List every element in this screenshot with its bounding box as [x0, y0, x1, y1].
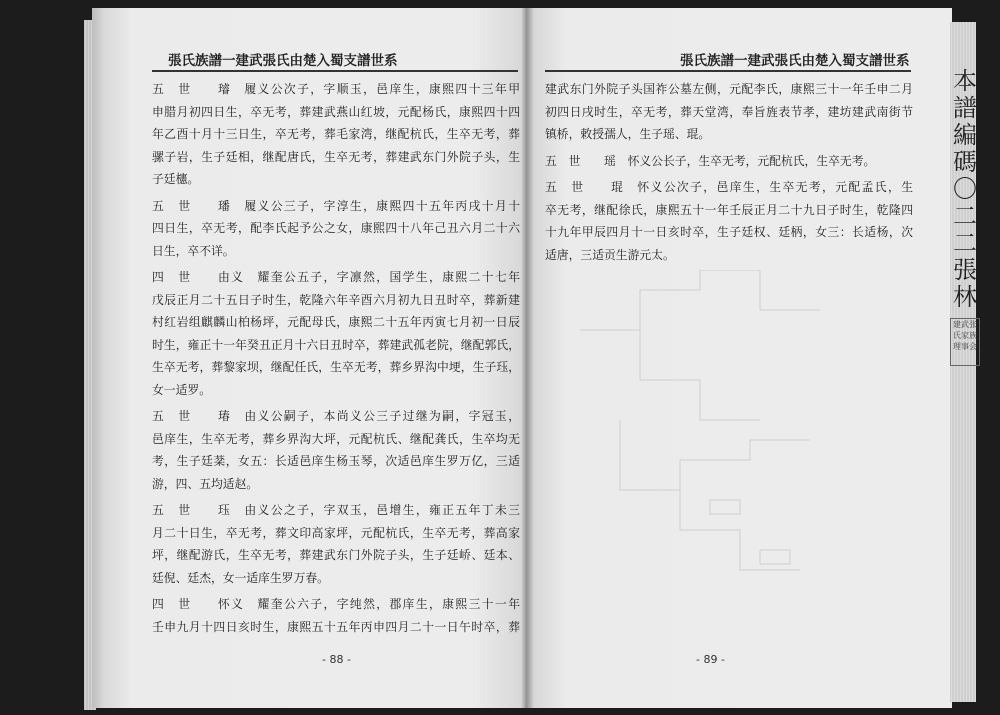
text-line: 申腊月初四日生，卒无考，葬建武燕山红坡，元配杨氏，康熙四十四	[152, 104, 520, 119]
text-line: 时生，雍正十一年癸丑正月十六日丑时卒，葬建武孤老院，继配郭氏，	[152, 337, 520, 352]
family-council-stamp: 建武张氏家族理事会	[950, 318, 980, 366]
text-line: 卒无考，继配徐氏，康熙五十一年壬辰正月二十九日子时生，乾隆四	[545, 202, 913, 217]
text-line: 考，生子廷棻，女五：长适邑庠生杨玉琴，次适邑庠生罗万亿，三适	[152, 454, 520, 468]
text-line: 五 世 珏 由义公之子，字双玉，邑增生，雍正五年丁未三	[152, 503, 520, 517]
text-line: 五 世 璠 履义公三子，字淳生，康熙四十五年丙戌十月十	[152, 198, 520, 213]
genealogy-entry	[545, 150, 913, 173]
page-number-right: - 89 -	[696, 653, 725, 666]
text-line: 坪，继配游氏，生卒无考，葬建武东门外院子头，生子廷峤、廷本、	[152, 548, 520, 562]
right-page-body	[545, 78, 913, 266]
text-line: 日生，卒不详。	[152, 243, 235, 258]
text-line: 四日生，卒无考，配李氏起予公之女，康熙四十八年己丑六月二十六	[152, 221, 520, 235]
text-line: 五 世 璿 履义公次子，字顺玉，邑庠生，康熙四十三年甲	[152, 82, 520, 96]
text-line: 月二十日生，卒无考，葬文印高家坪，元配杭氏，生卒无考，葬高家	[152, 525, 520, 540]
text-line: 壬申九月十四日亥时生，康熙五十五年丙申四月二十一日午时卒，葬	[152, 619, 520, 634]
genealogy-entry	[152, 195, 520, 263]
header-rule-left	[152, 70, 518, 72]
running-head-right: 張氏族譜一建武張氏由楚入蜀支譜世系	[680, 53, 910, 69]
text-line: 骡子岩，生子廷相，继配唐氏，生卒无考，葬建武东门外院子头，生	[152, 149, 520, 164]
genealogy-entry	[152, 266, 520, 401]
text-line: 镇桥，敕授孺人，生子瑶、琨。	[545, 127, 711, 141]
handwritten-catalog-number: 本譜編碼〇二二張林	[953, 67, 977, 311]
text-line: 适唐，三适贡生游元太。	[545, 247, 675, 262]
header-rule-right	[545, 70, 911, 72]
text-line: 廷倪、廷杰，女一适庠生罗万春。	[152, 570, 329, 585]
text-line: 建武东门外院子头国祚公墓左侧，元配李氏，康熙三十一年壬申二月	[545, 82, 913, 96]
genealogy-entry	[152, 593, 520, 638]
text-line: 村红岩组麒麟山柏杨坪，元配母氏，康熙二十五年丙寅七月初一日辰	[152, 315, 520, 329]
text-line: 十九年甲辰四月十一日亥时卒，生子廷权、廷柄，女三：长适杨，次	[545, 225, 913, 239]
left-page-body	[152, 78, 520, 638]
text-line: 子廷櫶。	[152, 172, 200, 186]
genealogy-entry	[545, 78, 913, 146]
text-line: 五 世 琨 怀义公次子，邑庠生，生卒无考，元配孟氏，生	[545, 180, 913, 194]
text-line: 游，四、五均适赵。	[152, 476, 259, 491]
text-line: 生卒无考，葬黎家坝，继配任氏，生卒无考，葬乡界沟中埂，生子珏，	[152, 360, 520, 374]
genealogy-entry	[152, 78, 520, 191]
page-number-left: - 88 -	[322, 653, 351, 666]
text-line: 初四日戌时生，卒无考，葬天堂湾，奉旨旌表节孝，建坊建武南街节	[545, 104, 913, 119]
running-head-left: 張氏族譜一建武張氏由楚入蜀支譜世系	[168, 53, 398, 69]
faint-family-tree-diagram	[560, 270, 860, 610]
text-line: 四 世 由义 耀奎公五子，字凛然，国学生，康熙二十七年	[152, 270, 520, 284]
text-line: 戊辰正月二十五日子时生，乾隆六年辛酉六月初九日丑时卒，葬新建	[152, 292, 520, 307]
genealogy-entry	[152, 405, 520, 495]
text-line: 五 世 瑃 由义公嗣子，本尚义公三子过继为嗣，字冠玉，	[152, 409, 520, 423]
text-line: 五 世 瑶 怀义公长子，生卒无考，元配杭氏，生卒无考。	[545, 153, 876, 168]
text-line: 女一适罗。	[152, 382, 211, 397]
genealogy-entry	[545, 176, 913, 266]
text-line: 年乙酉十月十三日生，卒无考，葬毛家湾，继配杭氏，生卒无考，葬	[152, 127, 520, 141]
text-line: 四 世 怀义 耀奎公六子，字纯然，郡庠生，康熙三十一年	[152, 597, 520, 611]
genealogy-entry	[152, 499, 520, 589]
text-line: 邑庠生，生卒无考，葬乡界沟大坪，元配杭氏、继配龚氏，生卒均无	[152, 431, 520, 446]
